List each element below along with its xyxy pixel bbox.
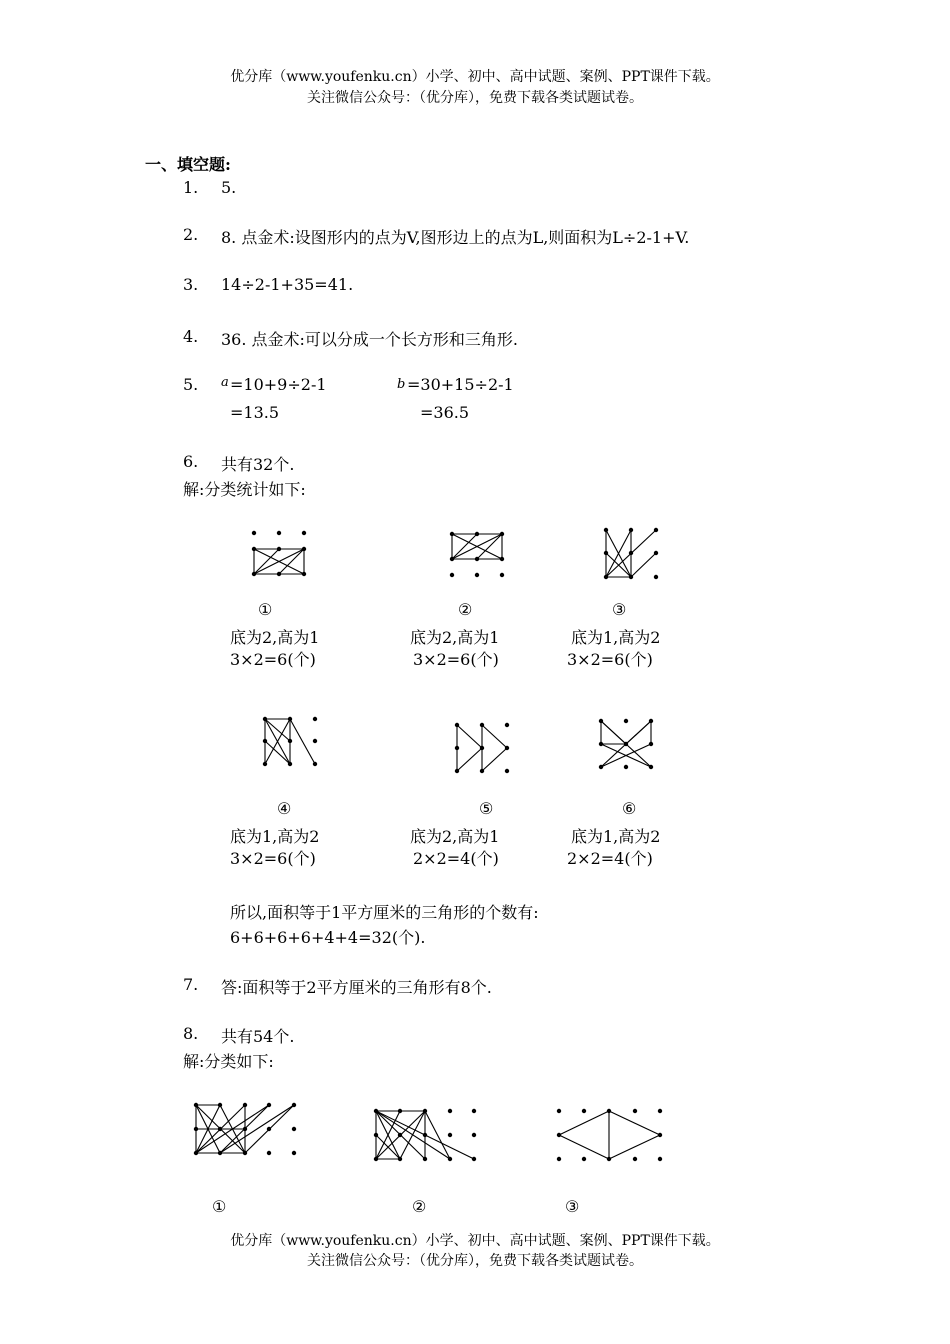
q6-case-4-calc: 3×2=6(个)	[230, 849, 316, 868]
q5-b-expr: =30+15÷2-1	[407, 375, 514, 394]
q6-case-2-calc: 3×2=6(个)	[413, 650, 499, 669]
q8-solution-label: 解:分类如下:	[183, 1052, 274, 1071]
q2-number: 2.	[183, 225, 199, 244]
q5-a-result: =13.5	[230, 403, 280, 422]
q6-case-4-desc: 底为1,高为2	[230, 827, 320, 846]
q8-figure-2	[368, 1103, 488, 1165]
q6-case-1-desc: 底为2,高为1	[230, 628, 320, 647]
q8-figure-3	[550, 1103, 672, 1165]
q6-case-6-desc: 底为1,高为2	[571, 827, 661, 846]
q8-number: 8.	[183, 1024, 199, 1043]
q6-case-6-calc: 2×2=4(个)	[567, 849, 653, 868]
q6-figure-1	[245, 525, 315, 585]
q8-text: 共有54个.	[221, 1027, 295, 1046]
q7-text: 答:面积等于2平方厘米的三角形有8个.	[221, 978, 492, 997]
q6-case-5-mark: ⑤	[479, 799, 494, 818]
q6-case-3-calc: 3×2=6(个)	[567, 650, 653, 669]
q6-case-6-mark: ⑥	[622, 799, 637, 818]
footer-line-2: 关注微信公众号：（优分库），免费下载各类试题试卷。	[307, 1253, 643, 1269]
q5-a-var: a	[221, 375, 229, 390]
q6-case-5-desc: 底为2,高为1	[410, 827, 500, 846]
q6-number: 6.	[183, 452, 199, 471]
q6-case-4-mark: ④	[277, 799, 292, 818]
footer-line-1: 优分库（www.youfenku.cn）小学、初中、高中试题、案例、PPT课件下载。	[230, 1233, 720, 1249]
q6-text: 共有32个.	[221, 455, 295, 474]
q4-number: 4.	[183, 327, 199, 346]
q6-case-2-desc: 底为2,高为1	[410, 628, 500, 647]
q6-case-1-calc: 3×2=6(个)	[230, 650, 316, 669]
q6-figure-3	[597, 522, 667, 584]
q6-case-3-desc: 底为1,高为2	[571, 628, 661, 647]
section-title: 一、填空题:	[145, 155, 231, 174]
q5-number: 5.	[183, 375, 199, 394]
q6-figure-4	[256, 713, 326, 773]
q1-text: 5.	[221, 178, 237, 197]
q6-case-5-calc: 2×2=4(个)	[413, 849, 499, 868]
q3-number: 3.	[183, 275, 199, 294]
q8-figure-1	[188, 1100, 308, 1160]
header-line-2: 关注微信公众号：（优分库），免费下载各类试题试卷。	[307, 90, 643, 106]
q4-text: 36. 点金术:可以分成一个长方形和三角形.	[221, 330, 519, 349]
q7-number: 7.	[183, 975, 199, 994]
q8-case-2-mark: ②	[412, 1197, 427, 1216]
q3-text: 14÷2-1+35=41.	[221, 275, 354, 294]
header-line-1: 优分库（www.youfenku.cn）小学、初中、高中试题、案例、PPT课件下载。	[230, 69, 720, 85]
q8-case-1-mark: ①	[212, 1197, 227, 1216]
q5-b-var: b	[397, 377, 406, 392]
q6-figure-6	[592, 713, 662, 775]
q6-case-1-mark: ①	[258, 600, 273, 619]
q5-b-result: =36.5	[420, 403, 470, 422]
q2-text: 8. 点金术:设图形内的点为V,图形边上的点为L,则面积为L÷2-1+V.	[221, 228, 690, 247]
q8-case-3-mark: ③	[565, 1197, 580, 1216]
q6-case-2-mark: ②	[458, 600, 473, 619]
q6-conclusion-line-1: 所以,面积等于1平方厘米的三角形的个数有:	[230, 903, 539, 922]
q6-solution-label: 解:分类统计如下:	[183, 480, 306, 499]
q6-case-3-mark: ③	[612, 600, 627, 619]
q1-number: 1.	[183, 178, 199, 197]
q6-figure-2	[443, 525, 513, 585]
q6-figure-5	[448, 717, 518, 779]
q6-conclusion-line-2: 6+6+6+6+4+4=32(个).	[230, 928, 426, 947]
q5-a-expr: =10+9÷2-1	[230, 375, 327, 394]
